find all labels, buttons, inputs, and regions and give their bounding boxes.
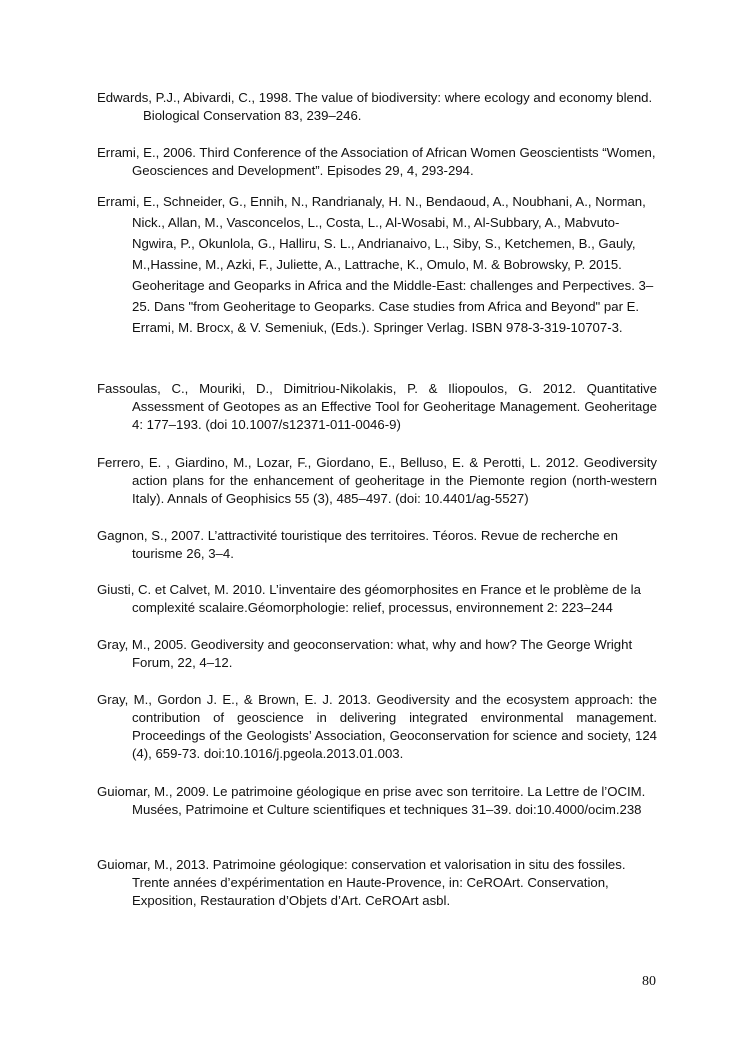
reference-entry: Gagnon, S., 2007. L’attractivité touristique des territoires. Téoros. Revue de recherche en tourisme 26, 3–4. [97, 528, 618, 561]
reference-entry: Gray, M., 2005. Geodiversity and geoconservation: what, why and how? The George Wright Forum, 22, 4–12. [97, 637, 633, 670]
reference-entry: Guiomar, M., 2013. Patrimoine géologique: conservation et valorisation in situ des fossiles. Trente années d’expérimentation en Haute-Provence, in: CeROArt. Conservation, Exposition, Restauration d’Objets d’Art. CeROArt asbl. [97, 857, 626, 908]
reference-entry: Ferrero, E. , Giardino, M., Lozar, F., Giordano, E., Belluso, E. & Perotti, L. 2012. Geodiversity action plans for the enhancement of geoheritage in the Piemonte region (north-western Italy). Annals of Geophisics 55 (3), 485–497. (doi: 10.4401/ag-5527) [97, 455, 657, 506]
reference-entry: Fassoulas, C., Mouriki, D., Dimitriou-Nikolakis, P. & Iliopoulos, G. 2012. Quantitative Assessment of Geotopes as an Effective Tool for Geoheritage Management. Geoheritage 4: 177–193. (doi 10.1007/s12371-011-0046-9) [97, 381, 657, 432]
reference-entry: Guiomar, M., 2009. Le patrimoine géologique en prise avec son territoire. La Lettre de l’OCIM. Musées, Patrimoine et Culture scientifiques et techniques 31–39. doi:10.4000/ocim.238 [97, 784, 646, 817]
reference-entry: Errami, E., 2006. Third Conference of the Association of African Women Geoscientists “Women, Geosciences and Development”. Episodes 29, 4, 293-294. [97, 145, 656, 178]
reference-entry: Giusti, C. et Calvet, M. 2010. L’inventaire des géomorphosites en France et le problème de la complexité scalaire.Géomorphologie: relief, processus, environnement 2: 223–244 [97, 582, 641, 615]
reference-entry: Gray, M., Gordon J. E., & Brown, E. J. 2013. Geodiversity and the ecosystem approach: the contribution of geoscience in delivering integrated environmental management. Proceedings of the Geologists’ Association, Geoconservation for science and society, 124 (4), 659-73. doi:10.1016/j.pgeola.2013.01.003. [97, 692, 657, 761]
reference-entry: Edwards, P.J., Abivardi, C., 1998. The value of biodiversity: where ecology and economy blend. Biological Conservation 83, 239–246. [97, 90, 653, 123]
reference-entry: Errami, E., Schneider, G., Ennih, N., Randrianaly, H. N., Bendaoud, A., Noubhani, A., Norman, Nick., Allan, M., Vasconcelos, L., Costa, L., Al-Wosabi, M., Al-Subbary, A., Mabvuto-Ngwira, P., Okunlola, G., Halliru, S. L., Andrianaivo, L., Siby, S., Ketchemen, B., Gauly, M.,Hassine, M., Azki, F., Juliette, A., Lattrache, K., Omulo, M. & Bobrowsky, P. 2015. Geoheritage and Geoparks in Africa and the Middle-East: challenges and Perpectives. 3–25. Dans "from Geoheritage to Geoparks. Case studies from Africa and Beyond" par E. Errami, M. Brocx, & V. Semeniuk, (Eds.). Springer Verlag. ISBN 978-3-319-10707-3. [97, 194, 654, 335]
page-number: 80 [642, 974, 656, 989]
